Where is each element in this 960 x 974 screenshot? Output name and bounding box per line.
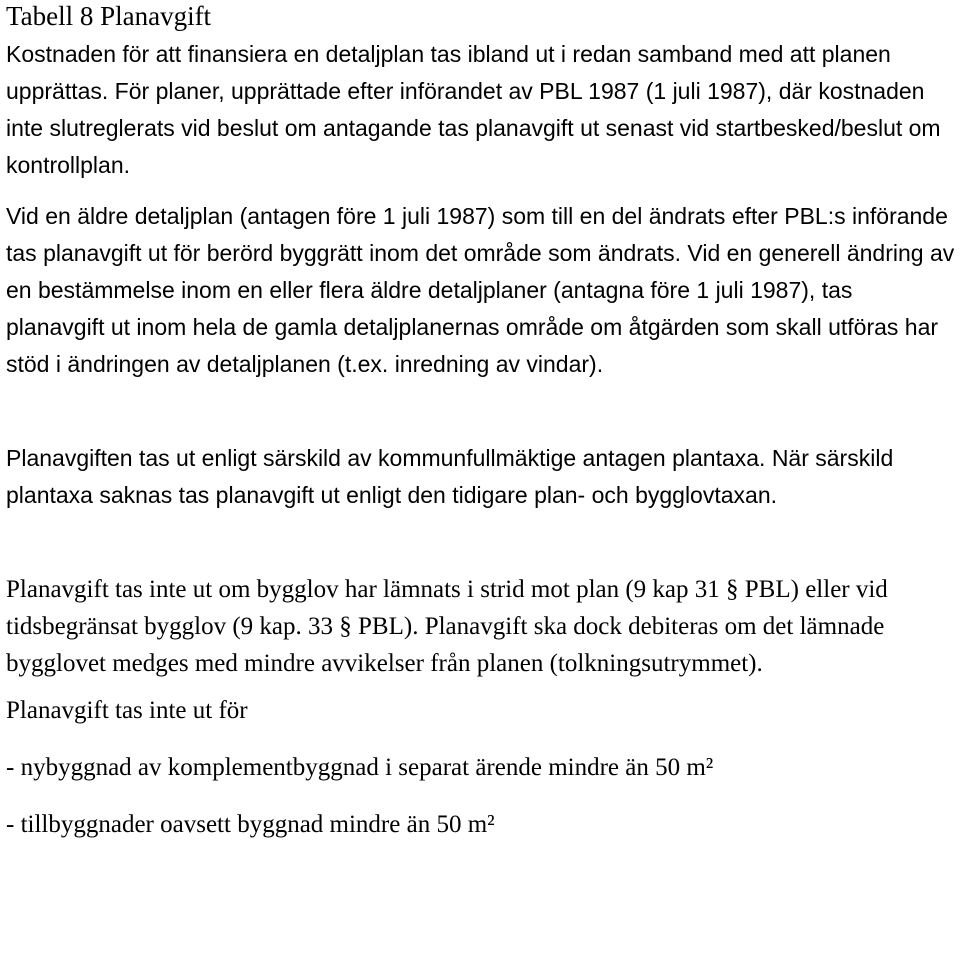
paragraph-not-charged: Planavgift tas inte ut för [6, 697, 248, 724]
list-item: - nybyggnad av komplementbyggnad i separat ärende mindre än 50 m² [6, 754, 714, 781]
paragraph-exceptions: Planavgift tas inte ut om bygglov har lämnats i strid mot plan (9 kap 31 § PBL) eller vid tidsbegränsat bygglov (9 kap. 33 § PBL). Planavgift ska dock debiteras om det lämnade bygglovet medges med mindre avvikelser från planen (tolkningsutrymmet). [6, 576, 888, 677]
paragraph-financing: Kostnaden för att finansiera en detaljplan tas ibland ut i redan samband med att planen upprättas. För planer, upprättade efter införandet av PBL 1987 (1 juli 1987), där kostnaden inte slutreglerats vid beslut om antagande tas planavgift ut senast vid startbesked/beslut om kontrollplan. [6, 41, 941, 178]
paragraph-older-plans: Vid en äldre detaljplan (antagen före 1 juli 1987) som till en del ändrats efter PBL:s införande tas planavgift ut för berörd byggrätt inom det område som ändrats. Vid en generell ändring av en bestämmelse inom en eller flera äldre detaljplaner (antagna före 1 juli 1987), tas planavgift ut inom hela de gamla detaljplanernas område om åtgärden som skall utföras har stöd i ändringen av detaljplanen (t.ex. inredning av vindar). [6, 203, 955, 377]
list-item: - tillbyggnader oavsett byggnad mindre än 50 m² [6, 811, 495, 838]
document-title: Tabell 8 Planavgift [6, 1, 212, 31]
paragraph-plantaxa: Planavgiften tas ut enligt särskild av kommunfullmäktige antagen plantaxa. När särskild plantaxa saknas tas planavgift ut enligt den tidigare plan- och bygglovtaxan. [6, 445, 894, 508]
document-page [6, 0, 956, 843]
